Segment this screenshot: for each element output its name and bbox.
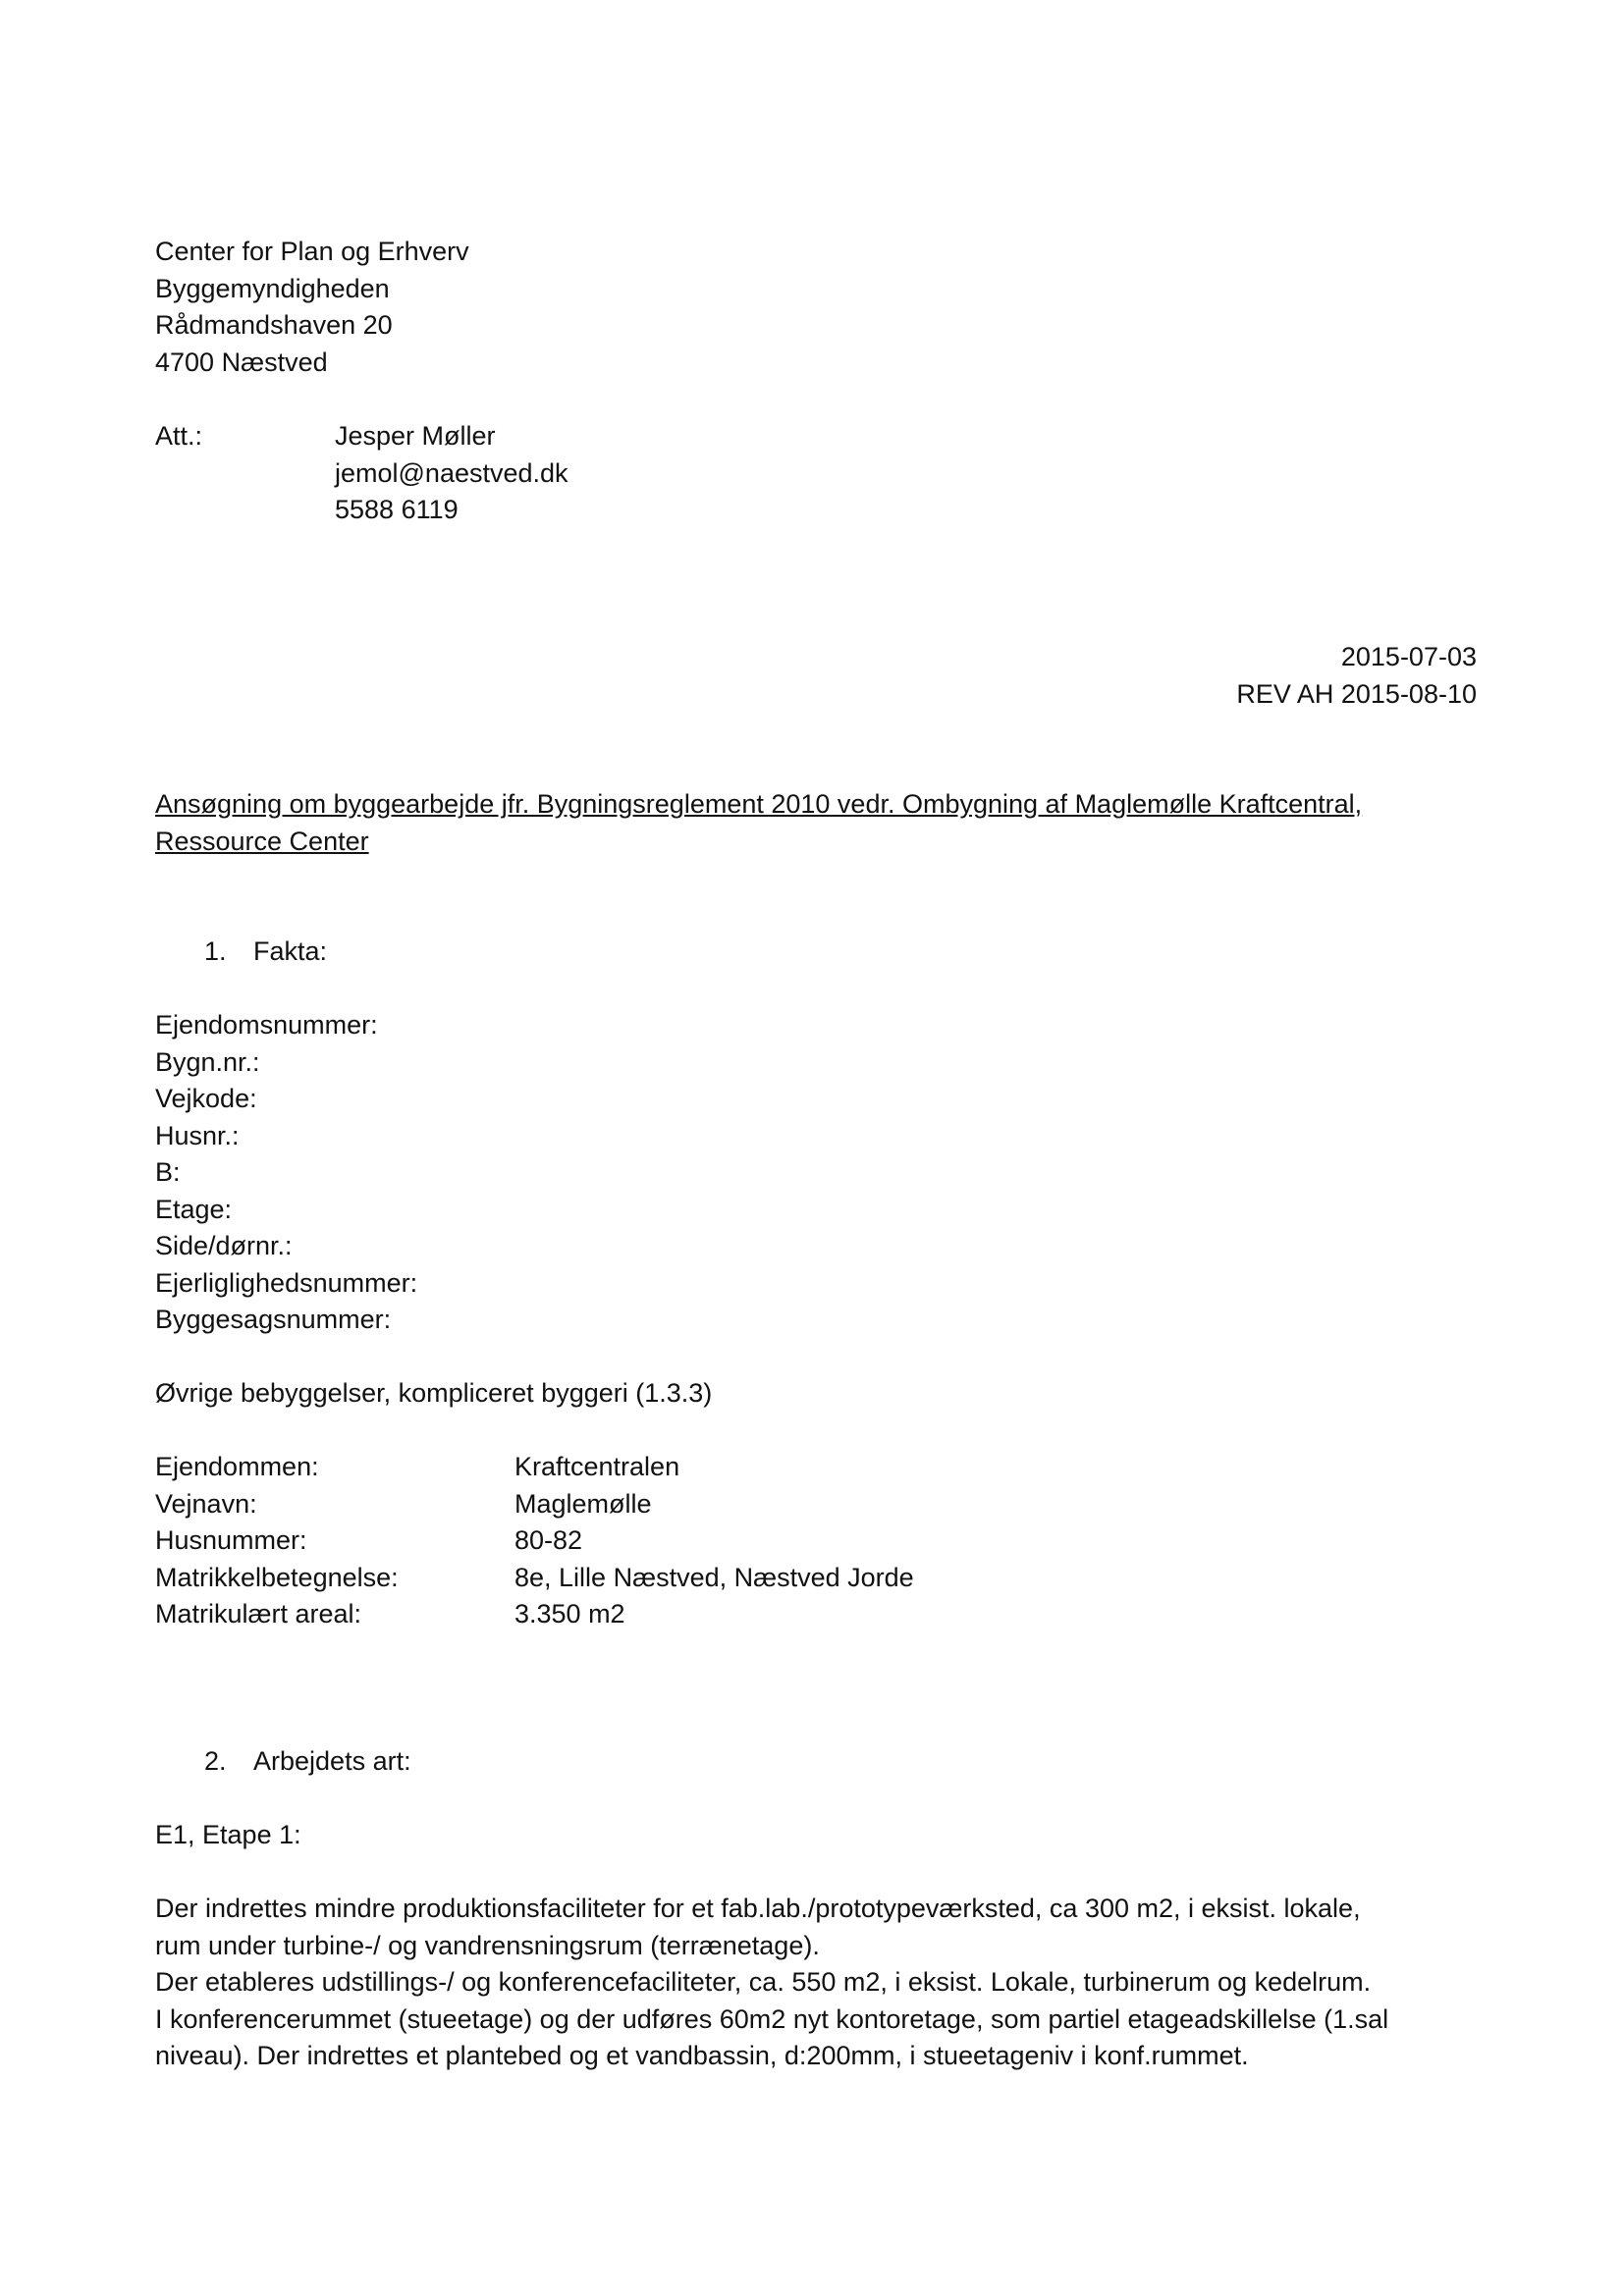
building-category: Øvrige bebyggelser, kompliceret byggeri (1.3.3) <box>155 1378 713 1408</box>
section-number: 1. <box>204 936 227 966</box>
contact-phone: 5588 6119 <box>335 495 459 524</box>
property-label: Matrikkelbetegnelse: <box>155 1562 399 1592</box>
recipient-line: Byggemyndigheden <box>155 273 390 303</box>
property-label: Matrikulært areal: <box>155 1599 362 1629</box>
attention-contact <box>335 418 568 529</box>
property-value: Kraftcentralen <box>514 1452 680 1481</box>
attention-label: Att.: <box>155 421 203 451</box>
section-heading-fakta <box>204 934 327 970</box>
recipient-line: Rådmandshaven 20 <box>155 310 393 340</box>
fact-field: Byggesagsnummer: <box>155 1305 392 1334</box>
property-label: Vejnavn: <box>155 1488 257 1519</box>
paragraph-line: rum under turbine-/ og vandrensningsrum (terrænetage). <box>155 1930 820 1960</box>
recipient-line: Center for Plan og Erhverv <box>155 237 469 266</box>
contact-email: jemol@naestved.dk <box>335 457 568 488</box>
property-value: 8e, Lille Næstved, Næstved Jorde <box>514 1562 914 1592</box>
section-number: 2. <box>204 1746 227 1776</box>
paragraph-line: niveau). Der indrettes et plantebed og et vandbassin, d:200mm, i stueetageniv i konf.rummet. <box>155 2041 1249 2070</box>
property-label: Ejendommen: <box>155 1452 319 1481</box>
fact-field: Ejendomsnummer: <box>155 1010 378 1040</box>
recipient-address <box>155 234 469 381</box>
section-title: Arbejdets art: <box>253 1746 411 1776</box>
property-value: 3.350 m2 <box>514 1599 625 1629</box>
fact-field: Ejerliglighedsnummer: <box>155 1267 418 1298</box>
revision-date: REV AH 2015-08-10 <box>1236 678 1477 709</box>
fact-field: Side/dørnr.: <box>155 1231 293 1260</box>
subject-line <box>155 786 1481 860</box>
contact-name: Jesper Møller <box>335 421 496 451</box>
property-values <box>514 1449 914 1633</box>
property-value: Maglemølle <box>514 1488 652 1519</box>
subject-text: Ressource Center <box>155 826 369 856</box>
section-heading-arbejdets-art <box>204 1743 411 1780</box>
recipient-line: 4700 Næstved <box>155 347 328 377</box>
fact-field: Vejkode: <box>155 1084 257 1113</box>
property-label: Husnummer: <box>155 1525 307 1555</box>
section-title: Fakta: <box>253 936 328 966</box>
property-labels <box>155 1449 399 1633</box>
work-description <box>155 1891 1388 2075</box>
paragraph-line: Der etableres udstillings-/ og konferencefaciliteter, ca. 550 m2, i eksist. Lokale, turbinerum og kedelrum. <box>155 1967 1372 1997</box>
letter-date: 2015-07-03 <box>1340 642 1477 671</box>
letter-dates <box>1236 639 1477 713</box>
fact-field: Bygn.nr.: <box>155 1046 260 1077</box>
fact-field-list <box>155 1007 417 1339</box>
fact-field: Husnr.: <box>155 1120 240 1150</box>
fact-field: B: <box>155 1157 181 1187</box>
subject-text: Ansøgning om byggearbejde jfr. Bygningsreglement 2010 vedr. Ombygning af Maglemølle Kraftcentral, <box>155 789 1363 819</box>
paragraph-line: Der indrettes mindre produktionsfaciliteter for et fab.lab./prototypeværksted, ca 300 m2, i eksist. lokale, <box>155 1894 1361 1923</box>
fact-field: Etage: <box>155 1194 233 1224</box>
stage-label: E1, Etape 1: <box>155 1820 301 1849</box>
paragraph-line: I konferencerummet (stueetage) og der udføres 60m2 nyt kontoretage, som partiel etageadskillelse (1.sal <box>155 2003 1389 2034</box>
property-value: 80-82 <box>514 1525 583 1555</box>
